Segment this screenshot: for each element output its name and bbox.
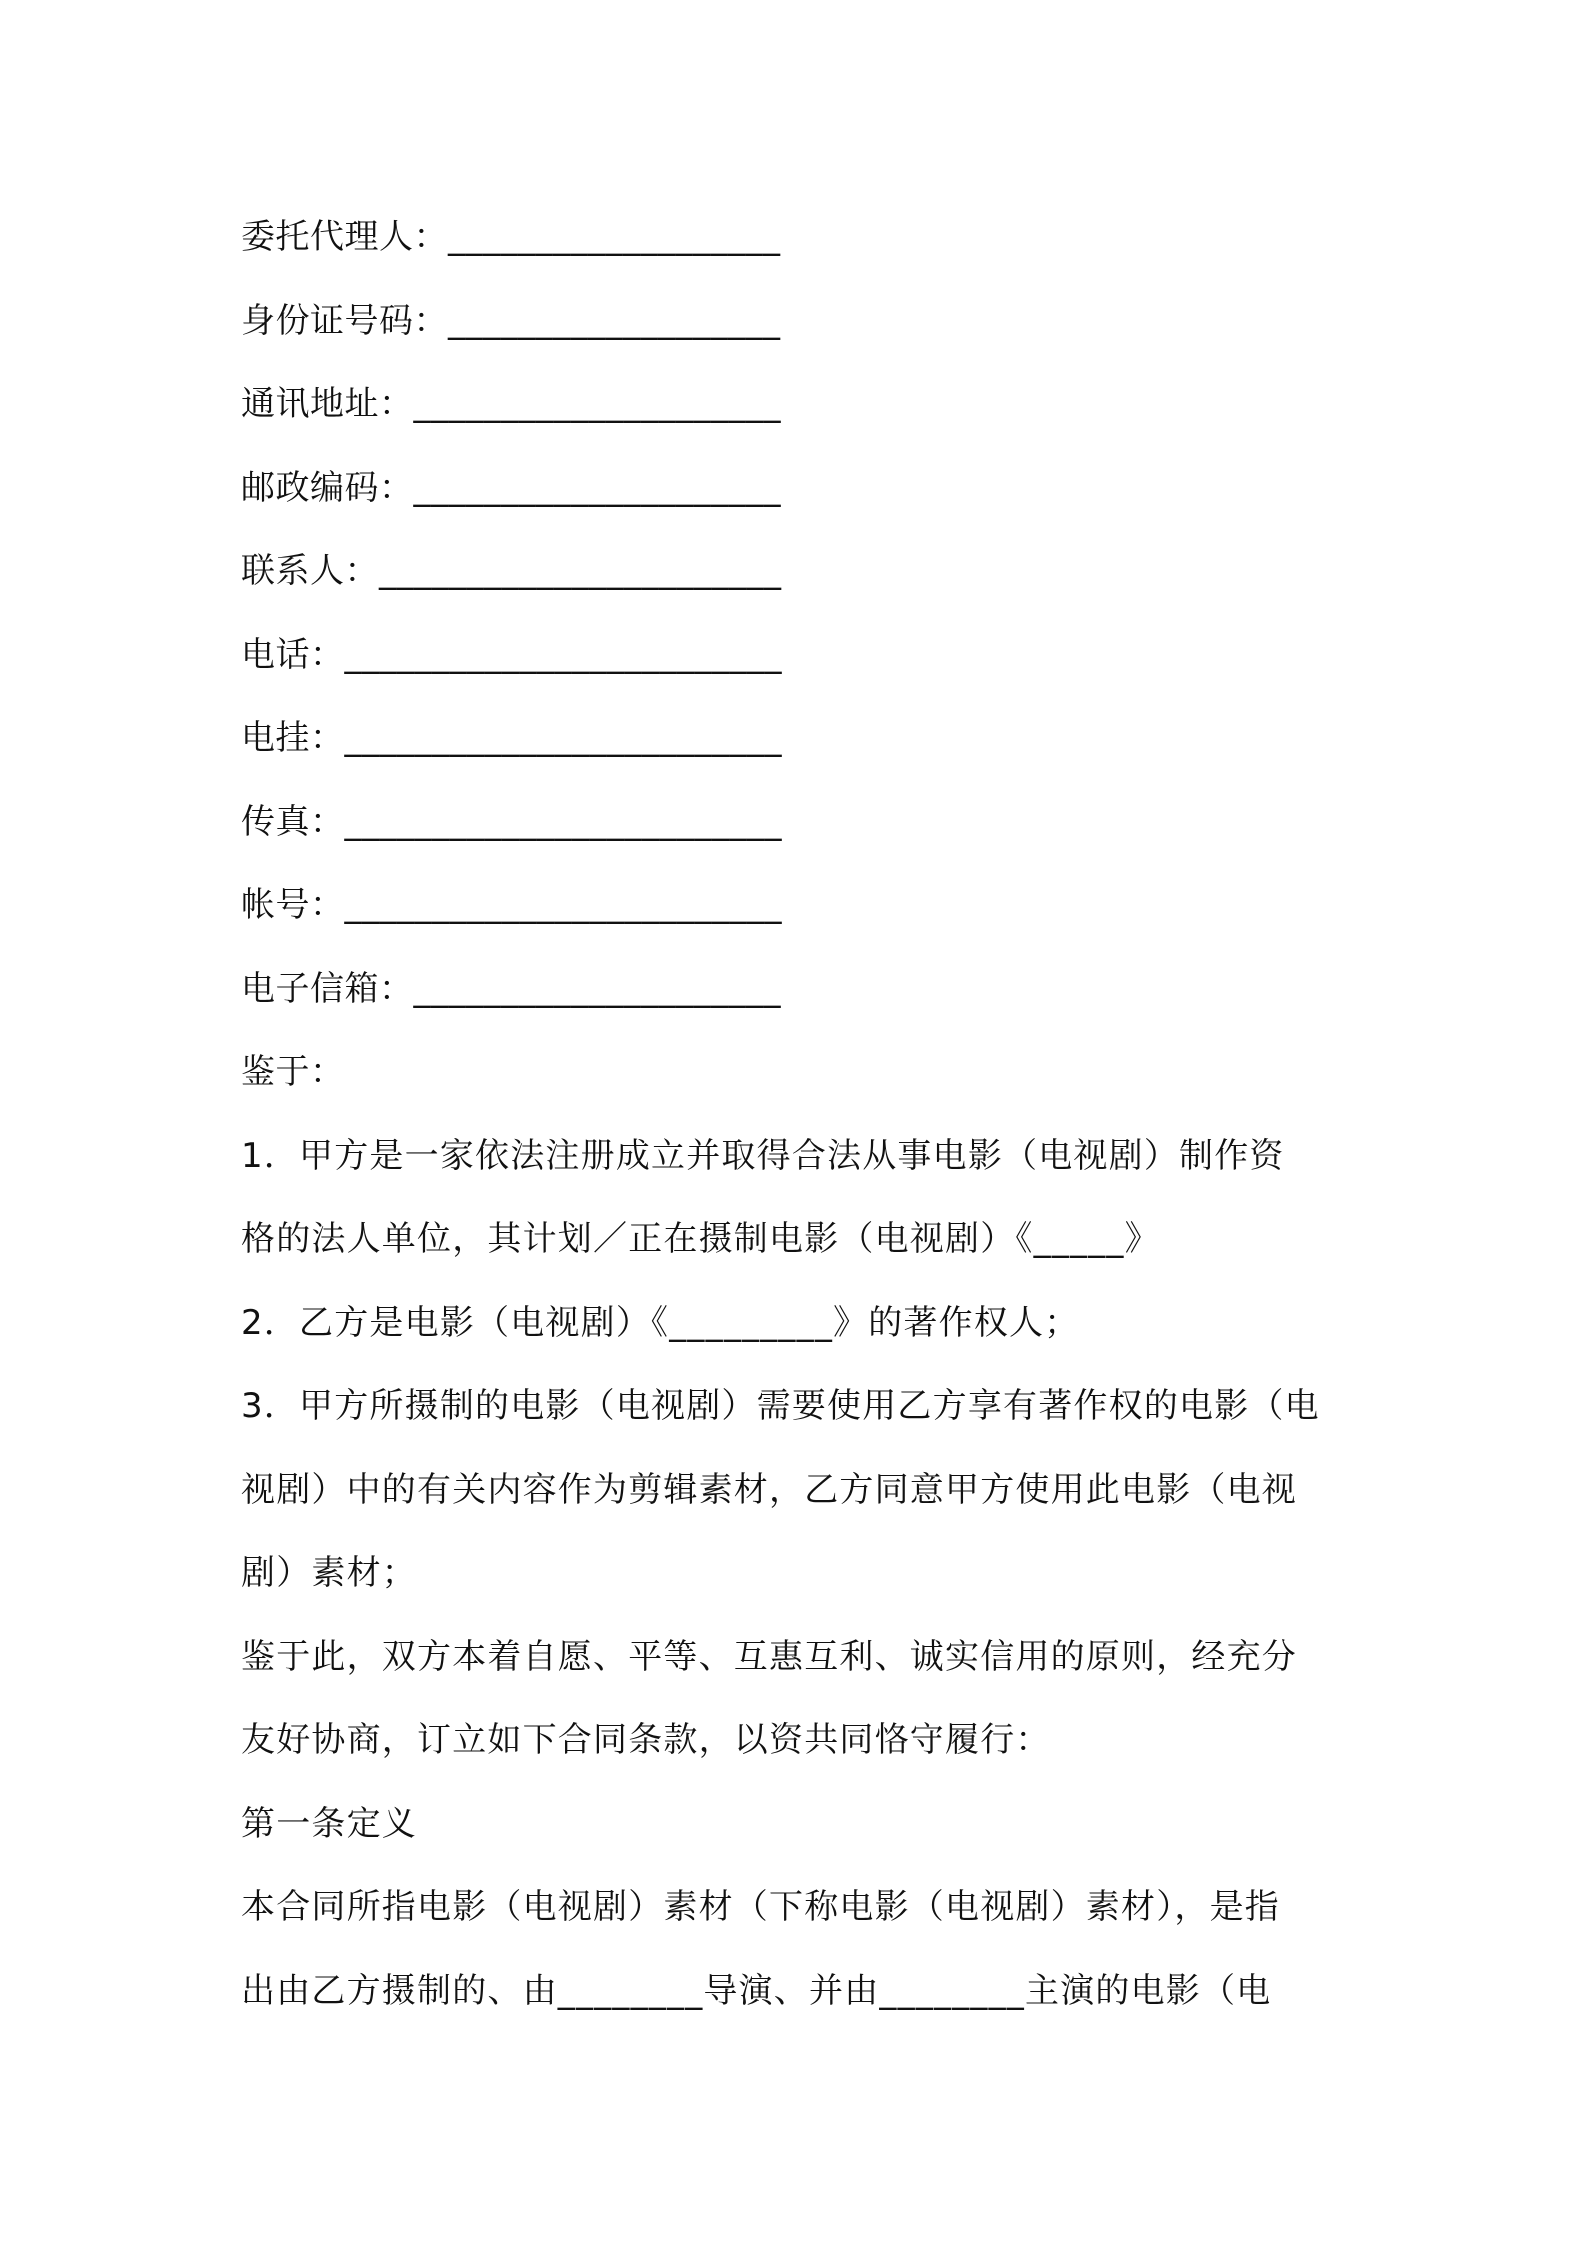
field-contact: 联系人：_______________________: [241, 551, 782, 591]
field-agent: 委托代理人：___________________: [241, 217, 781, 257]
field-account: 帐号：_________________________: [241, 885, 782, 925]
field-fax: 传真：_________________________: [241, 801, 782, 842]
clause-3-line-1: 3．甲方所摄制的电影（电视剧）需要使用乙方享有著作权的电影（电: [241, 1386, 1320, 1426]
conclusion-line-1: 鉴于此，双方本着自愿、平等、互惠互利、诚实信用的原则，经充分: [241, 1636, 1297, 1677]
clause-1-line-2: 格的法人单位，其计划／正在摄制电影（电视剧）《_____》: [241, 1219, 1160, 1259]
conclusion-line-2: 友好协商，订立如下合同条款，以资共同恪守履行：: [241, 1720, 1051, 1760]
clause-3-line-2: 视剧）中的有关内容作为剪辑素材，乙方同意甲方使用此电影（电视: [241, 1469, 1297, 1510]
clause-1-line-1: 1．甲方是一家依法注册成立并取得合法从事电影（电视剧）制作资: [241, 1135, 1285, 1176]
article-1-line-2: 出由乙方摄制的、由________导演、并由________主演的电影（电: [241, 1970, 1272, 2011]
article-1-title: 第一条定义: [241, 1803, 417, 1844]
field-email: 电子信箱：_____________________: [241, 968, 781, 1009]
clause-3-line-3: 剧）素材；: [241, 1553, 417, 1593]
field-phone: 电话：_________________________: [241, 634, 782, 675]
field-postal-code: 邮政编码：_____________________: [241, 467, 781, 508]
whereas-heading: 鉴于：: [241, 1052, 345, 1092]
clause-2-line-1: 2．乙方是电影（电视剧）《_________》的著作权人；: [241, 1302, 1080, 1343]
field-id-number: 身份证号码：___________________: [241, 300, 781, 341]
field-telegraph: 电挂：_________________________: [241, 718, 782, 758]
contract-body: [241, 196, 1361, 2033]
field-address: 通讯地址：_____________________: [241, 384, 781, 424]
article-1-line-1: 本合同所指电影（电视剧）素材（下称电影（电视剧）素材），是指: [241, 1887, 1280, 1927]
